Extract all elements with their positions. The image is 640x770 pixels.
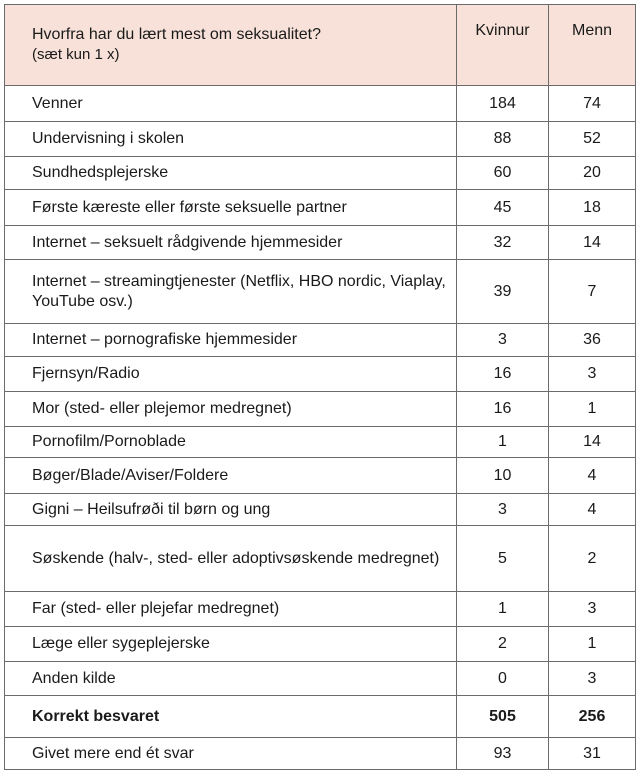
men-count: 1 [549,392,636,427]
row-label: Undervisning i skolen [5,122,457,157]
row-label: Internet – streamingtjenester (Netflix, HBO nordic, Viaplay, YouTube osv.) [5,260,457,324]
men-count: 1 [549,627,636,662]
row-label: Læge eller sygeplejerske [5,627,457,662]
women-count: 88 [457,122,549,157]
row-label: Anden kilde [5,662,457,696]
men-count: 256 [549,696,636,738]
men-count: 2 [549,526,636,592]
women-count: 5 [457,526,549,592]
women-count: 93 [457,738,549,770]
men-count: 14 [549,226,636,260]
row-label: Første kæreste eller første seksuelle partner [5,190,457,226]
women-count: 45 [457,190,549,226]
row-label: Gigni – Heilsufrøði til børn og ung [5,494,457,526]
table-row [5,260,636,324]
row-label: Bøger/Blade/Aviser/Foldere [5,458,457,494]
header-row [5,5,636,86]
women-count: 16 [457,357,549,392]
table-row [5,324,636,357]
survey-table [4,4,636,770]
table-row [5,662,636,696]
men-count: 31 [549,738,636,770]
men-count: 3 [549,357,636,392]
row-label: Mor (sted- eller plejemor medregnet) [5,392,457,427]
row-label: Internet – pornografiske hjemmesider [5,324,457,357]
men-count: 4 [549,458,636,494]
men-count: 20 [549,157,636,190]
men-count: 3 [549,592,636,627]
table-row [5,427,636,458]
row-label: Korrekt besvaret [5,696,457,738]
table-row [5,122,636,157]
men-count: 74 [549,86,636,122]
women-count: 32 [457,226,549,260]
table-row [5,357,636,392]
table-row [5,392,636,427]
question-header [5,5,457,86]
women-count: 10 [457,458,549,494]
table-row [5,157,636,190]
row-label: Givet mere end ét svar [5,738,457,770]
row-label: Internet – seksuelt rådgivende hjemmesider [5,226,457,260]
women-count: 3 [457,324,549,357]
women-count: 1 [457,592,549,627]
men-count: 3 [549,662,636,696]
men-count: 36 [549,324,636,357]
table-row [5,86,636,122]
women-count: 60 [457,157,549,190]
row-label: Fjernsyn/Radio [5,357,457,392]
women-count: 2 [457,627,549,662]
table-row [5,494,636,526]
table-row [5,226,636,260]
men-count: 7 [549,260,636,324]
row-label: Venner [5,86,457,122]
table-row [5,458,636,494]
row-label: Sundhedsplejerske [5,157,457,190]
column-header-women: Kvinnur [457,5,549,86]
row-label: Søskende (halv-, sted- eller adoptivsøskende medregnet) [5,526,457,592]
women-count: 3 [457,494,549,526]
row-label: Pornofilm/Pornoblade [5,427,457,458]
men-count: 4 [549,494,636,526]
women-count: 0 [457,662,549,696]
table-row [5,526,636,592]
women-count: 184 [457,86,549,122]
question-text: Hvorfra har du lært mest om seksualitet? [32,26,321,43]
men-count: 18 [549,190,636,226]
women-count: 16 [457,392,549,427]
table-row [5,696,636,738]
men-count: 52 [549,122,636,157]
table-row [5,592,636,627]
women-count: 1 [457,427,549,458]
question-instruction: (sæt kun 1 x) [32,46,120,63]
women-count: 505 [457,696,549,738]
men-count: 14 [549,427,636,458]
table-body [5,86,636,770]
column-header-men: Menn [549,5,636,86]
women-count: 39 [457,260,549,324]
table-row [5,738,636,770]
row-label: Far (sted- eller plejefar medregnet) [5,592,457,627]
table-row [5,627,636,662]
table-row [5,190,636,226]
